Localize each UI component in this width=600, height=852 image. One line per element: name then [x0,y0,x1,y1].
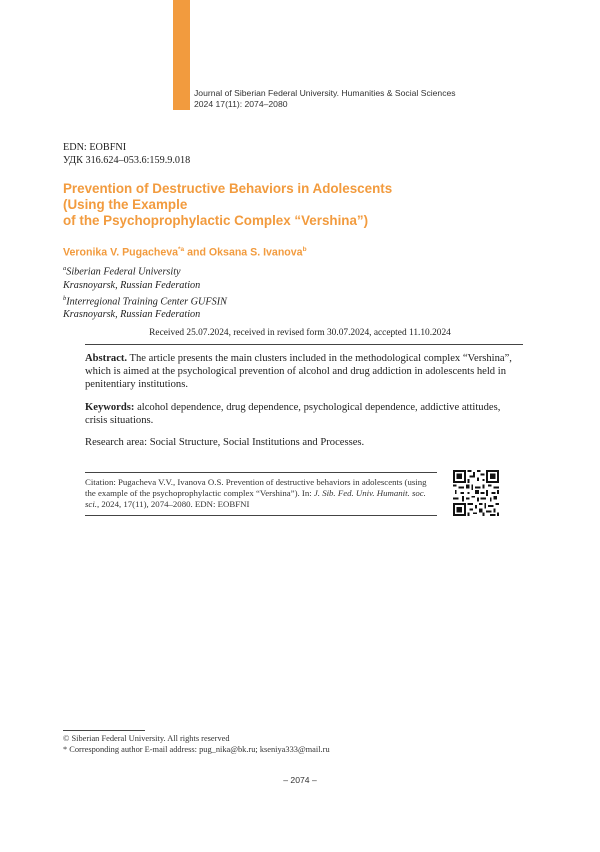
copyright-notice: © Siberian Federal University. All rights reserved [63,734,230,743]
keywords-text: alcohol dependence, drug dependence, psychological dependence, addictive attitudes, crisis situations. [85,401,501,426]
footnote-divider [63,730,145,731]
title-line-2: (Using the Example [63,197,188,212]
affiliation-location: Krasnoyarsk, Russian Federation [63,309,201,321]
abstract [85,352,523,392]
page-number: – 2074 – [283,775,317,785]
affiliation-marker: b [63,294,67,302]
author-list [63,246,307,259]
accent-bar [173,0,190,110]
research-area: Research area: Social Structure, Social Institutions and Processes. [85,437,365,449]
abstract-text: The article presents the main clusters included in the methodological complex “Vershina”, which is aimed at the psychological prevention of alcohol and drug addiction in adolescents held in penitentiary institutions. [85,353,512,391]
affiliations [63,262,227,322]
journal-header [194,88,456,110]
article-meta [63,142,190,167]
author-name: Oksana S. Ivanova [208,246,303,259]
keywords [85,401,523,427]
title-line-1: Prevention of Destructive Behaviors in Adolescents [63,181,393,196]
affiliation-line: $^a$Siberian Federal University [63,265,181,278]
author-superscript: *a [178,246,185,253]
author-separator: and [184,246,209,259]
affiliation-line: $^b$Interregional Training Center GUFSIN [63,294,227,308]
journal-issue: 2024 17(11): 2074–2080 [194,99,288,109]
corresponding-author: * Corresponding author E-mail address: pug_nika@bk.ru; kseniya333@mail.ru [63,745,330,755]
keywords-label: Keywords: [85,401,135,413]
journal-name: Journal of Siberian Federal University. Humanities & Social Sciences [194,88,456,98]
author-superscript: b [302,246,307,253]
affiliation-marker: a [63,265,67,272]
qr-code-icon[interactable] [453,470,499,516]
edn-code: EDN: EOBFNI [63,142,127,153]
title-line-3: of the Psychoprophylactic Complex “Vershina”) [63,213,369,228]
affiliation-location: Krasnoyarsk, Russian Federation [63,279,201,291]
citation: Citation: Pugacheva V.V., Ivanova O.S. Prevention of destructive behaviors in adolescents (using the example of the psychoprophylactic complex “Vershina”). In: J. Sib. Fed. Univ. Humanit. soc. sci., 2024, 17(11), 2074–2080. EDN: EOBFNI [85,472,437,516]
abstract-section [85,344,523,458]
article-title [63,181,503,229]
citation-journal: J. Sib. Fed. Univ. Humanit. soc. sci. [85,488,426,510]
abstract-label: Abstract. [85,353,128,364]
received-dates: Received 25.07.2024, received in revised form 30.07.2024, accepted 11.10.2024 [149,328,451,338]
udk-code: УДК 316.624–053.6:159.9.018 [63,154,191,166]
footnotes [63,733,330,756]
author-name: Veronika V. Pugacheva [63,246,179,259]
